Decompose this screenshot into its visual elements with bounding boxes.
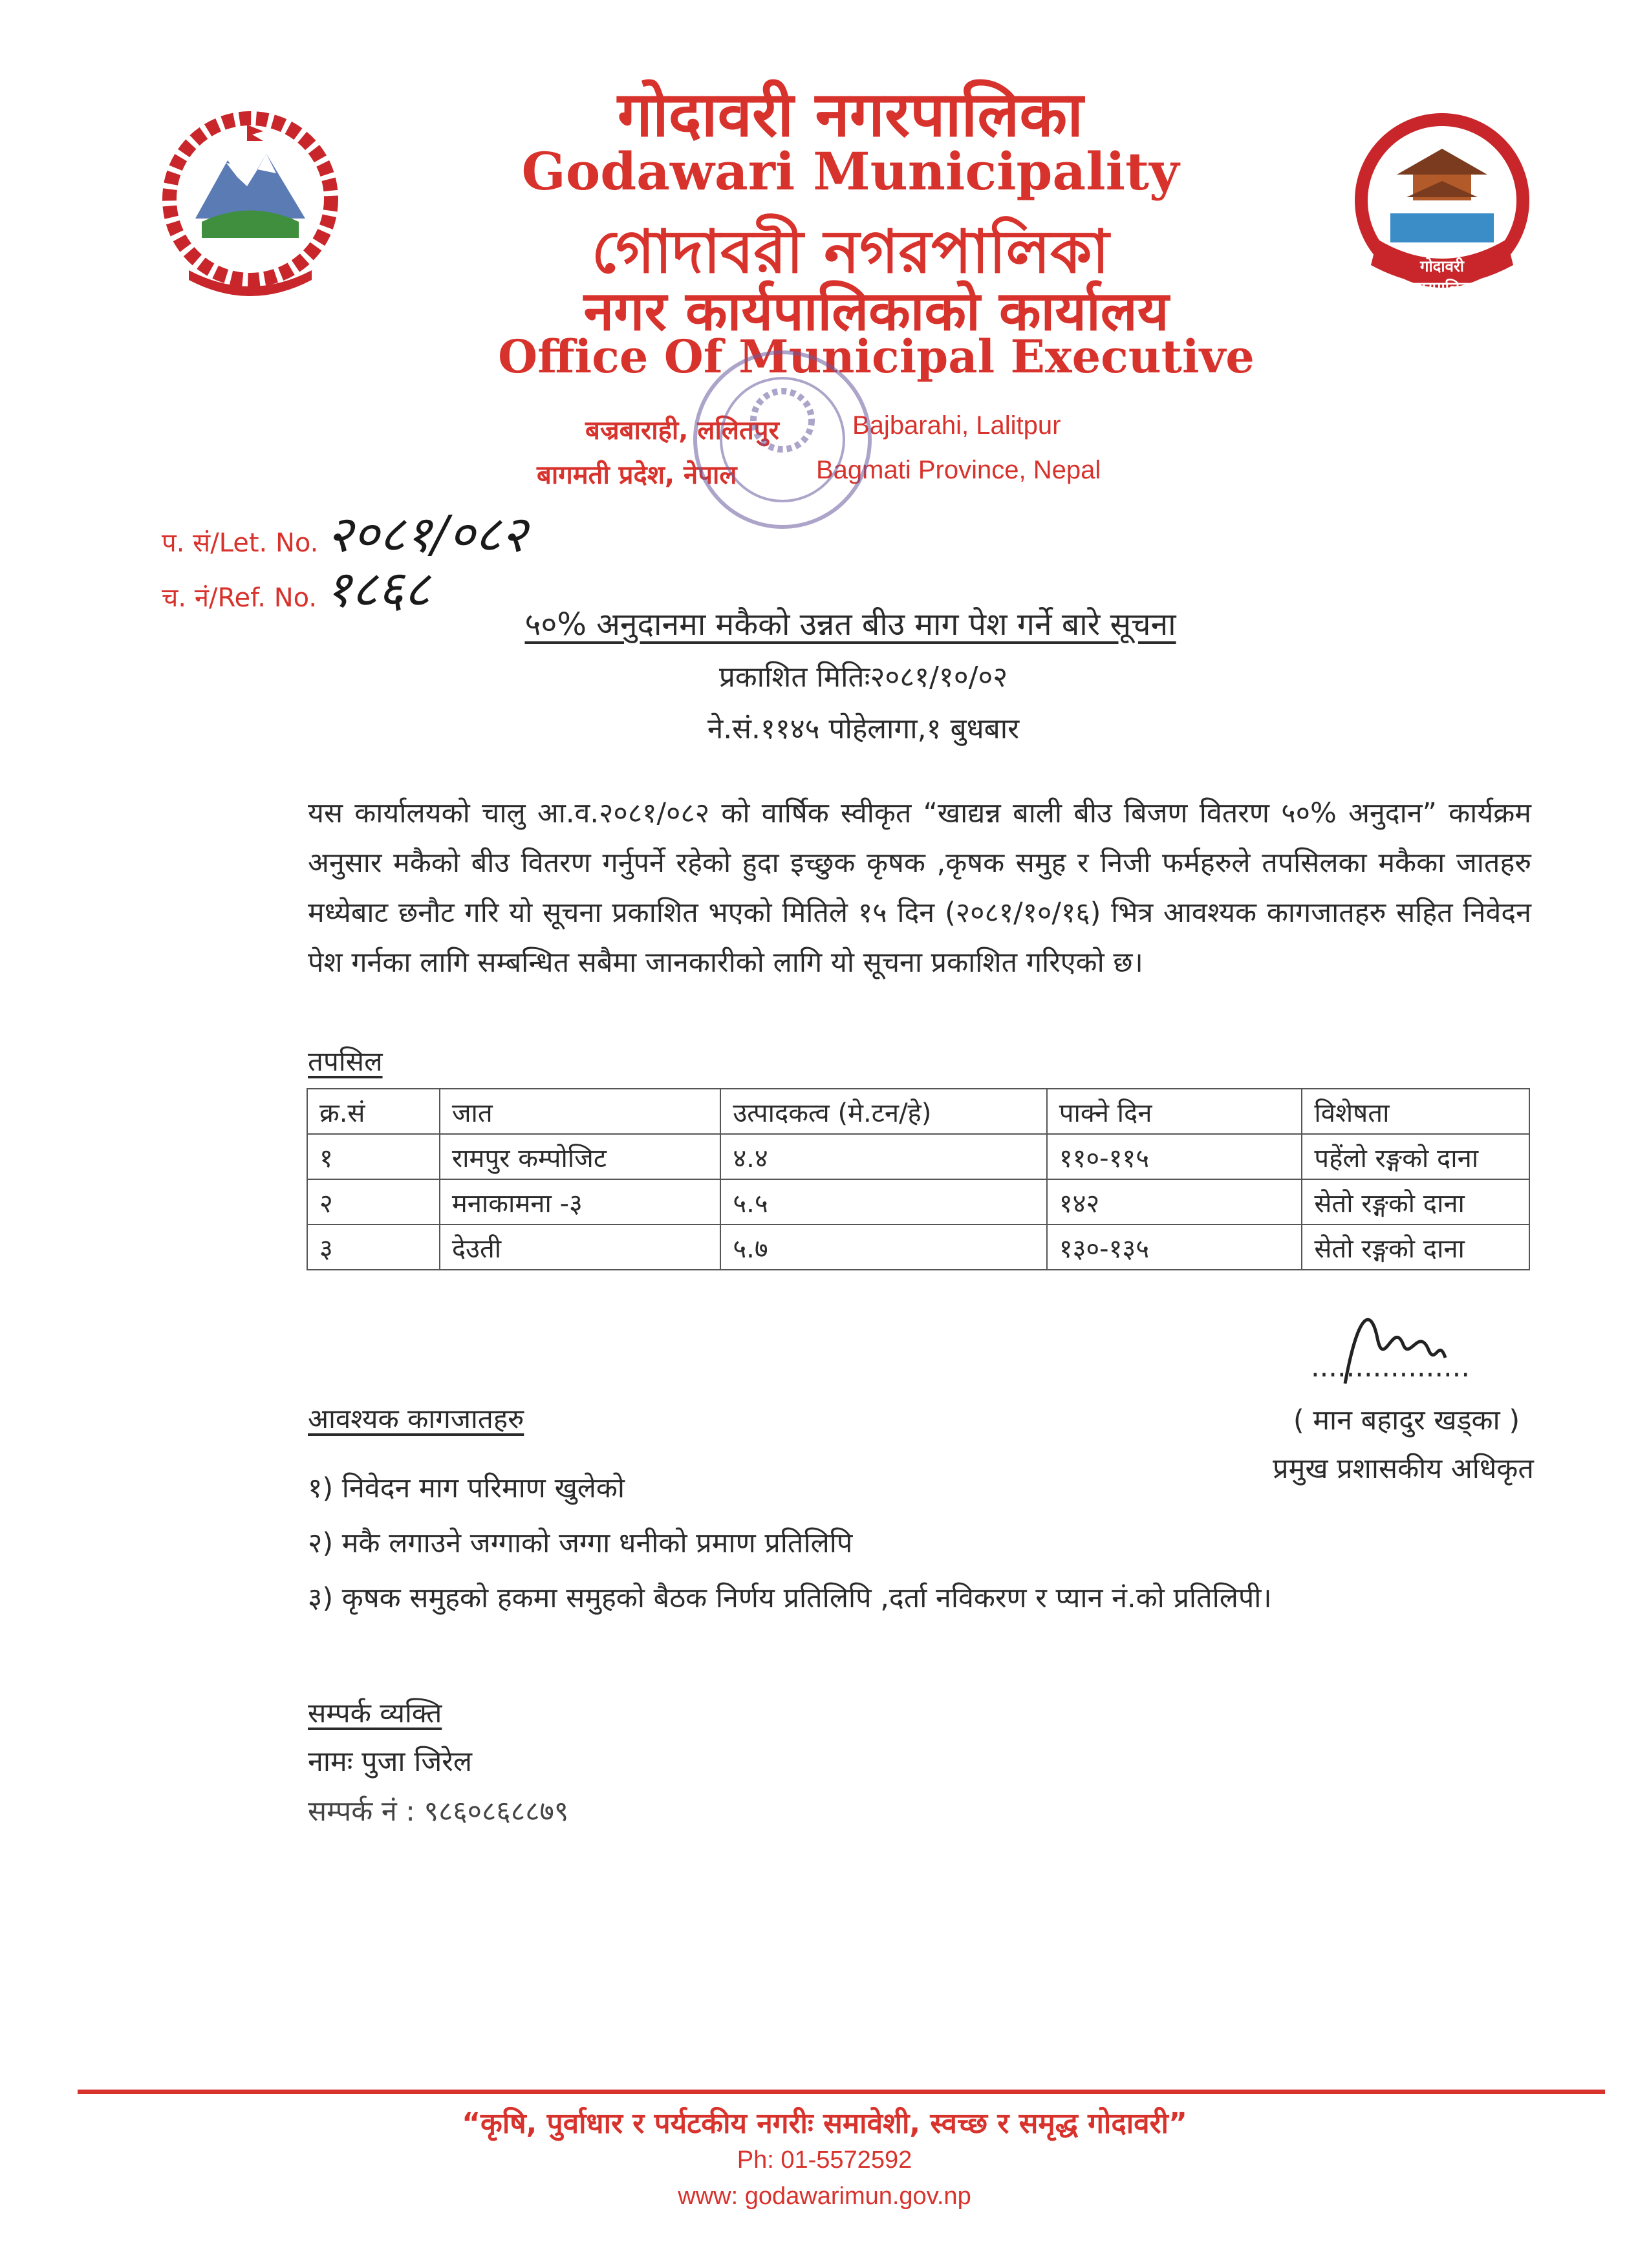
cell-feature: पहेंलो रङ्गको दाना xyxy=(1302,1134,1529,1179)
schedule-label: तपसिल xyxy=(308,1045,383,1077)
col-header-feature: विशेषता xyxy=(1302,1089,1529,1134)
cell-sn: २ xyxy=(307,1179,440,1225)
footer-phone: Ph: 01-5572592 xyxy=(737,2146,912,2174)
office-name-np: नगर कार्यपालिकाको कार्यालय xyxy=(583,279,1169,343)
office-seal-stamp xyxy=(685,343,879,537)
published-date: प्रकाशित मितिः२०८१/१०/०२ xyxy=(718,661,1008,694)
letter-number-label: प. सं/Let. No. xyxy=(162,528,319,558)
address-en-1: Bajbarahi, Lalitpur xyxy=(852,411,1061,440)
cell-maturity-days: ११०-११५ xyxy=(1047,1134,1302,1179)
contact-phone: सम्पर्क नं : ९८६०८६८८७९ xyxy=(308,1795,569,1828)
table-row xyxy=(307,1179,1529,1225)
cell-variety: रामपुर कम्पोजिट xyxy=(440,1134,721,1179)
document-item-3: ३) कृषक समुहको हकमा समुहको बैठक निर्णय प्रतिलिपि ,दर्ता नविकरण र प्यान नं.को प्रतिलिपी। xyxy=(308,1582,1272,1614)
nepal-samvat-date: ने.सं.११४५ पोहेलागा,१ बुधबार xyxy=(707,712,1020,745)
signatory-name: ( मान बहादुर खड्का ) xyxy=(1293,1404,1520,1437)
municipality-name-np-alt: গোদাবরী নগরপালিকা xyxy=(591,217,1110,286)
contact-name: नामः पुजा जिरेल xyxy=(308,1746,472,1778)
cell-productivity: ५.७ xyxy=(720,1225,1046,1270)
cell-maturity-days: १३०-१३५ xyxy=(1047,1225,1302,1270)
cell-feature: सेतो रङ्गको दाना xyxy=(1302,1179,1529,1225)
table-header-row xyxy=(307,1089,1529,1134)
letter-number-value: २०८१/०८२ xyxy=(327,506,528,564)
address-en-2: Bagmati Province, Nepal xyxy=(816,456,1101,484)
variety-table xyxy=(307,1088,1530,1270)
col-header-sn: क्र.सं xyxy=(307,1089,440,1134)
cell-feature: सेतो रङ्गको दाना xyxy=(1302,1225,1529,1270)
footer-website: www: godawarimun.gov.np xyxy=(678,2183,971,2210)
notice-body: यस कार्यालयको चालु आ.व.२०८१/०८२ को वार्षिक स्वीकृत “खाद्यन्न बाली बीउ बिजण वितरण ५०% अनुदान” कार्यक्रम अनुसार मकैको बीउ वितरण गर्नुपर्ने रहेको हुदा इच्छुक कृषक ,कृषक समुह र निजी फर्महरुले तपसिलका मकैका जातहरु मध्येबाट छनौट गरि यो सूचना प्रकाशित भएको मितिले १५ दिन (२०८१/१०/१६) भित्र आवश्यक कागजातहरु सहित निवेदन पेश गर्नका लागि सम्बन्धित सबैमा जानकारीको लागि यो सूचना प्रकाशित गरिएको छ। xyxy=(308,797,1531,979)
col-header-productivity: उत्पादकत्व (मे.टन/हे) xyxy=(720,1089,1046,1134)
documents-label: आवश्यक कागजातहरु xyxy=(308,1403,524,1435)
address-np-1: बज्रबाराही, ललितपुर xyxy=(585,416,779,445)
contact-label: सम्पर्क व्यक्ति xyxy=(308,1697,442,1729)
table-row xyxy=(307,1134,1529,1179)
reference-number-label: च. नं/Ref. No. xyxy=(162,583,318,613)
municipality-logo-text: गोदावरी नगरपालिका xyxy=(1408,257,1476,297)
signatory-title: प्रमुख प्रशासकीय अधिकृत xyxy=(1273,1453,1534,1485)
cell-sn: १ xyxy=(307,1134,440,1179)
address-np-2: बागमती प्रदेश, नेपाल xyxy=(537,460,737,490)
municipality-name-en: Godawari Municipality xyxy=(521,141,1180,202)
notice-title: ५०% अनुदानमा मकैको उन्नत बीउ माग पेश गर्ने बारे सूचना xyxy=(524,606,1176,643)
footer-divider xyxy=(78,2090,1605,2094)
municipality-name-np: गोदावरी नगरपालिका xyxy=(617,78,1084,151)
footer-slogan: “कृषि, पुर्वाधार र पर्यटकीय नगरीः समावेशी, स्वच्छ र समृद्ध गोदावरी” xyxy=(462,2107,1187,2140)
document-item-2: २) मकै लगाउने जग्गाको जग्गा धनीको प्रमाण प्रतिलिपि xyxy=(308,1527,853,1559)
cell-variety: मनाकामना -३ xyxy=(440,1179,721,1225)
table-row xyxy=(307,1225,1529,1270)
col-header-maturity-days: पाक्ने दिन xyxy=(1047,1089,1302,1134)
reference-number-value: १८६८ xyxy=(325,561,431,619)
office-name-en: Office Of Municipal Executive xyxy=(498,330,1255,383)
document-item-1: १) निवेदन माग परिमाण खुलेको xyxy=(308,1472,625,1504)
cell-maturity-days: १४२ xyxy=(1047,1179,1302,1225)
signature-dots: .................. xyxy=(1310,1351,1471,1384)
cell-sn: ३ xyxy=(307,1225,440,1270)
cell-variety: देउती xyxy=(440,1225,721,1270)
col-header-variety: जात xyxy=(440,1089,721,1134)
cell-productivity: ५.५ xyxy=(720,1179,1046,1225)
cell-productivity: ४.४ xyxy=(720,1134,1046,1179)
